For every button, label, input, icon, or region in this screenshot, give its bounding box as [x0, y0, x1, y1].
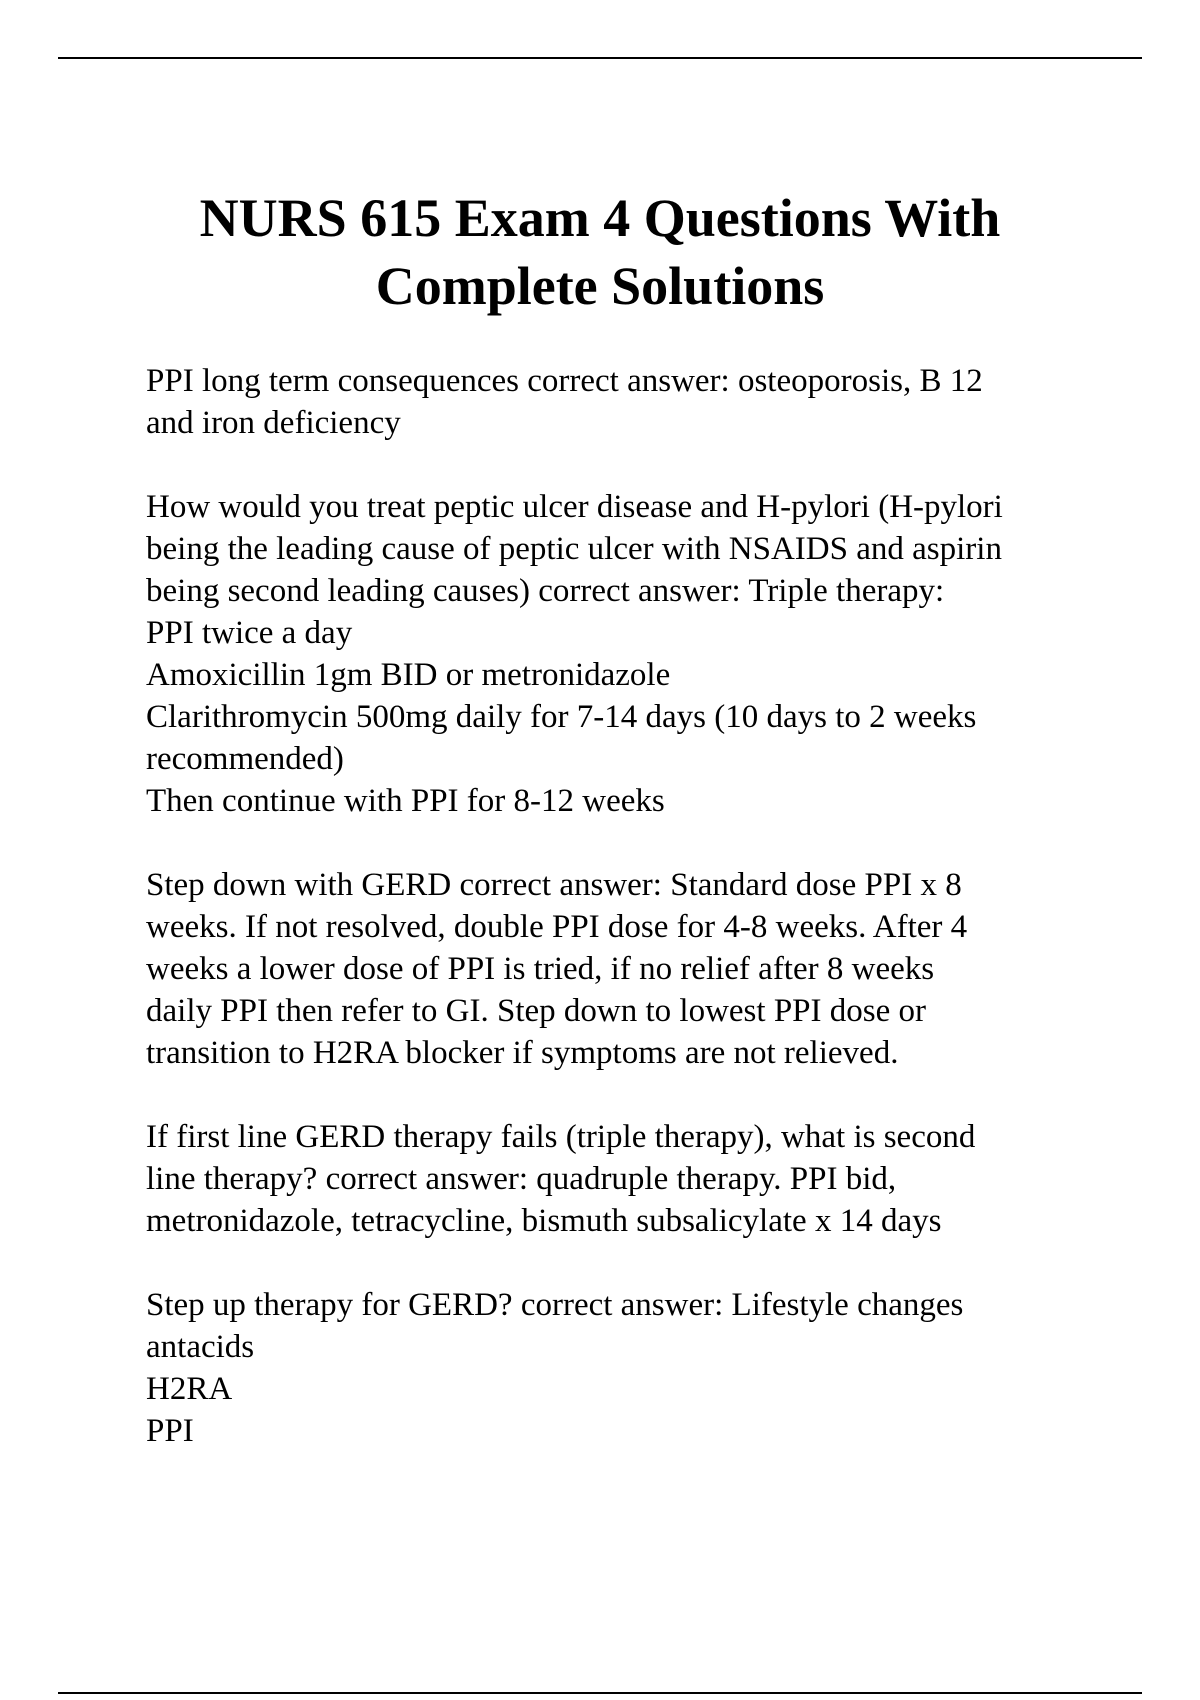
document-body: [146, 360, 1106, 1494]
text-line: H2RA: [146, 1371, 233, 1407]
top-rule: [58, 57, 1142, 59]
text-line: Clarithromycin 500mg daily for 7-14 days (10 days to 2 weeks: [146, 699, 977, 735]
text-line: Step down with GERD correct answer: Standard dose PPI x 8: [146, 867, 962, 903]
document-title: [100, 184, 1100, 320]
qa-entry-ppi-consequences: [146, 360, 1106, 444]
text-line: weeks a lower dose of PPI is tried, if no relief after 8 weeks: [146, 951, 935, 987]
text-line: antacids: [146, 1329, 255, 1365]
title-line-2: Complete Solutions: [375, 256, 825, 316]
qa-entry-gerd-step-up: [146, 1284, 1106, 1452]
qa-entry-second-line-therapy: [146, 1116, 1106, 1242]
text-line: transition to H2RA blocker if symptoms are not relieved.: [146, 1035, 899, 1071]
title-line-1: NURS 615 Exam 4 Questions With: [199, 188, 1001, 248]
text-line: How would you treat peptic ulcer disease and H-pylori (H-pylori: [146, 489, 1003, 525]
qa-entry-gerd-step-down: [146, 864, 1106, 1074]
text-line: PPI long term consequences correct answer: osteoporosis, B 12: [146, 363, 983, 399]
text-line: weeks. If not resolved, double PPI dose for 4-8 weeks. After 4: [146, 909, 968, 945]
text-line: and iron deficiency: [146, 405, 401, 441]
bottom-rule: [58, 1692, 1142, 1694]
text-line: recommended): [146, 741, 344, 777]
text-line: being second leading causes) correct answer: Triple therapy:: [146, 573, 945, 609]
text-line: If first line GERD therapy fails (triple therapy), what is second: [146, 1119, 976, 1155]
text-line: line therapy? correct answer: quadruple therapy. PPI bid,: [146, 1161, 897, 1197]
text-line: PPI twice a day: [146, 615, 353, 651]
text-line: PPI: [146, 1413, 194, 1449]
text-line: Step up therapy for GERD? correct answer: Lifestyle changes: [146, 1287, 964, 1323]
text-line: Then continue with PPI for 8-12 weeks: [146, 783, 665, 819]
qa-entry-peptic-ulcer-treatment: [146, 486, 1106, 822]
text-line: Amoxicillin 1gm BID or metronidazole: [146, 657, 671, 693]
text-line: metronidazole, tetracycline, bismuth subsalicylate x 14 days: [146, 1203, 942, 1239]
text-line: daily PPI then refer to GI. Step down to lowest PPI dose or: [146, 993, 926, 1029]
text-line: being the leading cause of peptic ulcer with NSAIDS and aspirin: [146, 531, 1002, 567]
